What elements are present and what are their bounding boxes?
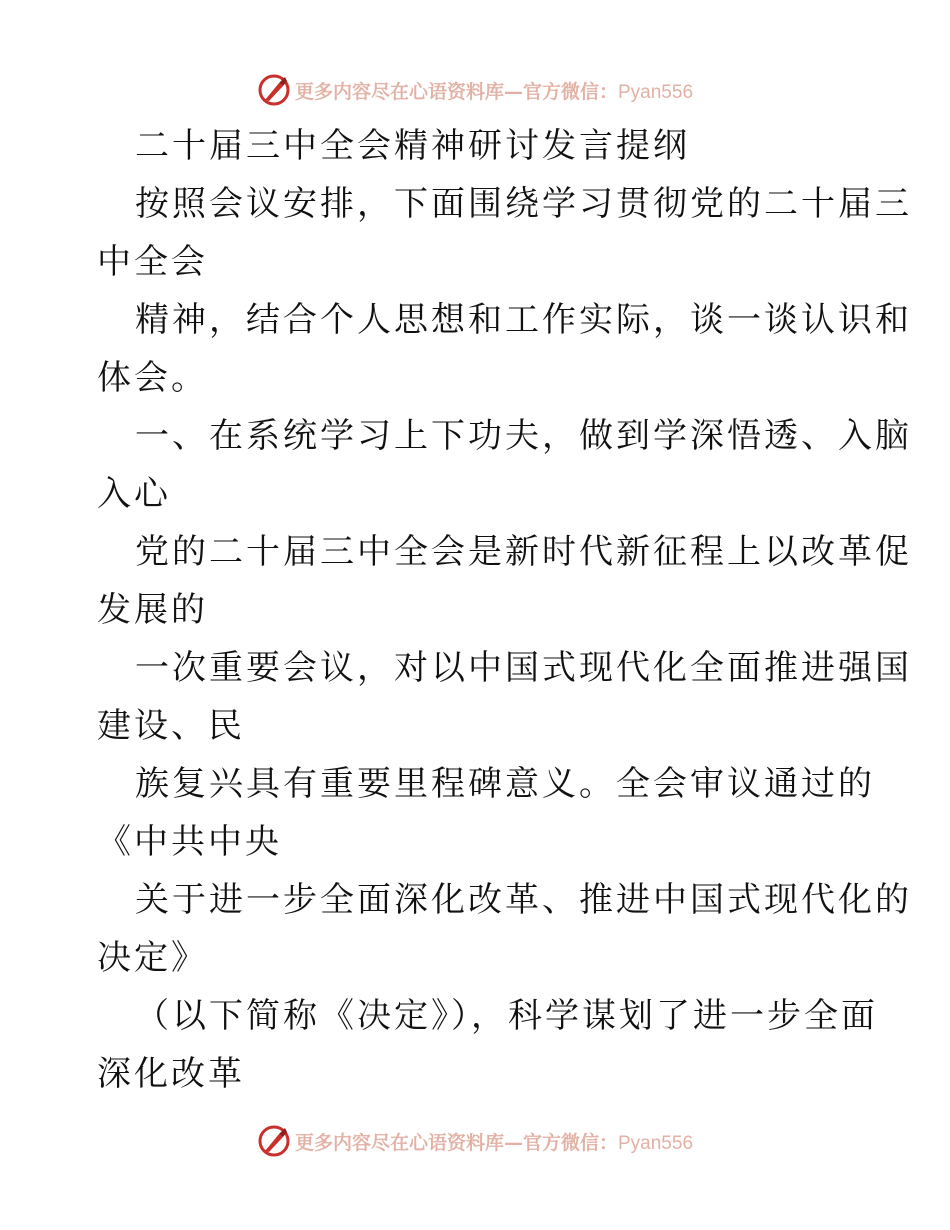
header-watermark-text: 更多内容尽在心语资料库—官方微信：Pyan556 bbox=[294, 80, 694, 103]
paragraph-line: 发展的 bbox=[97, 590, 208, 630]
document-title: 二十届三中全会精神研讨发言提纲 bbox=[135, 126, 690, 166]
paragraph-line: 深化改革 bbox=[97, 1054, 245, 1094]
paragraph-line: 《中共中央 bbox=[97, 822, 282, 862]
paragraph-line: 关于进一步全面深化改革、推进中国式现代化的 bbox=[135, 880, 912, 920]
paragraph-line: 一次重要会议，对以中国式现代化全面推进强国 bbox=[135, 648, 912, 688]
quill-pen-logo-icon bbox=[257, 73, 291, 107]
paragraph-line: 体会。 bbox=[97, 358, 208, 398]
paragraph-line: 决定》 bbox=[97, 938, 208, 978]
section-heading-continued: 入心 bbox=[97, 474, 171, 514]
footer-watermark bbox=[0, 1121, 950, 1161]
document-body bbox=[97, 117, 912, 1103]
section-heading: 一、在系统学习上下功夫，做到学深悟透、入脑 bbox=[135, 416, 912, 456]
quill-pen-logo-icon bbox=[257, 1124, 291, 1158]
paragraph-line: 中全会 bbox=[97, 242, 208, 282]
header-watermark bbox=[0, 70, 950, 110]
footer-watermark-text: 更多内容尽在心语资料库—官方微信：Pyan556 bbox=[294, 1131, 694, 1154]
paragraph-line: 精神，结合个人思想和工作实际，谈一谈认识和 bbox=[135, 300, 912, 340]
paragraph-line: 党的二十届三中全会是新时代新征程上以改革促 bbox=[135, 532, 912, 572]
paragraph-line: 族复兴具有重要里程碑意义。全会审议通过的 bbox=[135, 764, 875, 804]
paragraph-line: 建设、民 bbox=[97, 706, 245, 746]
paragraph-line: （以下简称《决定》），科学谋划了进一步全面 bbox=[135, 996, 878, 1036]
paragraph-line: 按照会议安排，下面围绕学习贯彻党的二十届三 bbox=[135, 184, 912, 224]
